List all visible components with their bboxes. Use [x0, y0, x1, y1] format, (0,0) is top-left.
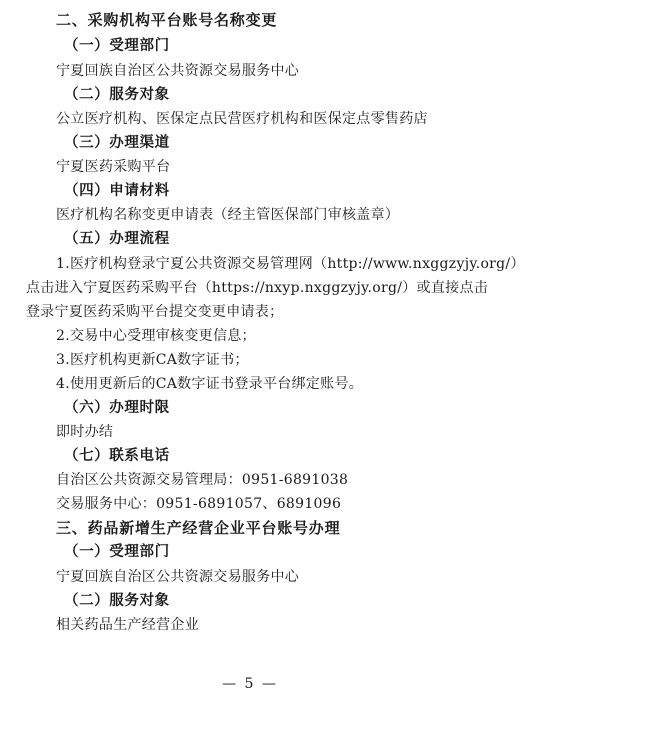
channel-text: 宁夏医药采购平台: [56, 159, 171, 175]
target-text: 公立医疗机构、医保定点民营医疗机构和医保定点零售药店: [56, 111, 428, 127]
section-3-title: 三、药品新增生产经营企业平台账号办理: [56, 519, 341, 537]
section-2-title: 二、采购机构平台账号名称变更: [56, 11, 278, 29]
process-line-2: 点击进入宁夏医药采购平台（https://nxyp.nxggzyjy.org/）或直接点击: [26, 280, 489, 296]
process-line-6: 4.使用更新后的CA数字证书登录平台绑定账号。: [56, 376, 364, 392]
materials-heading: （四）申请材料: [64, 183, 170, 199]
s3-target-text: 相关药品生产经营企业: [56, 617, 199, 633]
contact-line-1: 自治区公共资源交易管理局：0951-6891038: [56, 472, 349, 488]
process-line-3: 登录宁夏医药采购平台提交变更申请表；: [26, 304, 284, 320]
s3-dept-heading: （一）受理部门: [64, 544, 170, 560]
process-line-5: 3.医疗机构更新CA数字证书；: [56, 352, 249, 368]
dept-heading: （一）受理部门: [64, 38, 170, 54]
s3-dept-text: 宁夏回族自治区公共资源交易服务中心: [56, 569, 300, 585]
time-heading: （六）办理时限: [64, 400, 170, 416]
contact-heading: （七）联系电话: [64, 448, 170, 464]
page-number: — 5 —: [222, 676, 278, 692]
process-line-1: 1.医疗机构登录宁夏公共资源交易管理网（http://www.nxggzyjy.org/）: [56, 256, 525, 272]
target-heading: （二）服务对象: [64, 87, 170, 103]
contact-line-2: 交易服务中心：0951-6891057、6891096: [56, 496, 342, 512]
time-text: 即时办结: [56, 424, 114, 440]
materials-text: 医疗机构名称变更申请表（经主管医保部门审核盖章）: [56, 207, 400, 223]
s3-target-heading: （二）服务对象: [64, 593, 170, 609]
channel-heading: （三）办理渠道: [64, 135, 170, 151]
dept-text: 宁夏回族自治区公共资源交易服务中心: [56, 63, 300, 79]
process-heading: （五）办理流程: [64, 231, 170, 247]
process-line-4: 2.交易中心受理审核变更信息；: [56, 328, 256, 344]
